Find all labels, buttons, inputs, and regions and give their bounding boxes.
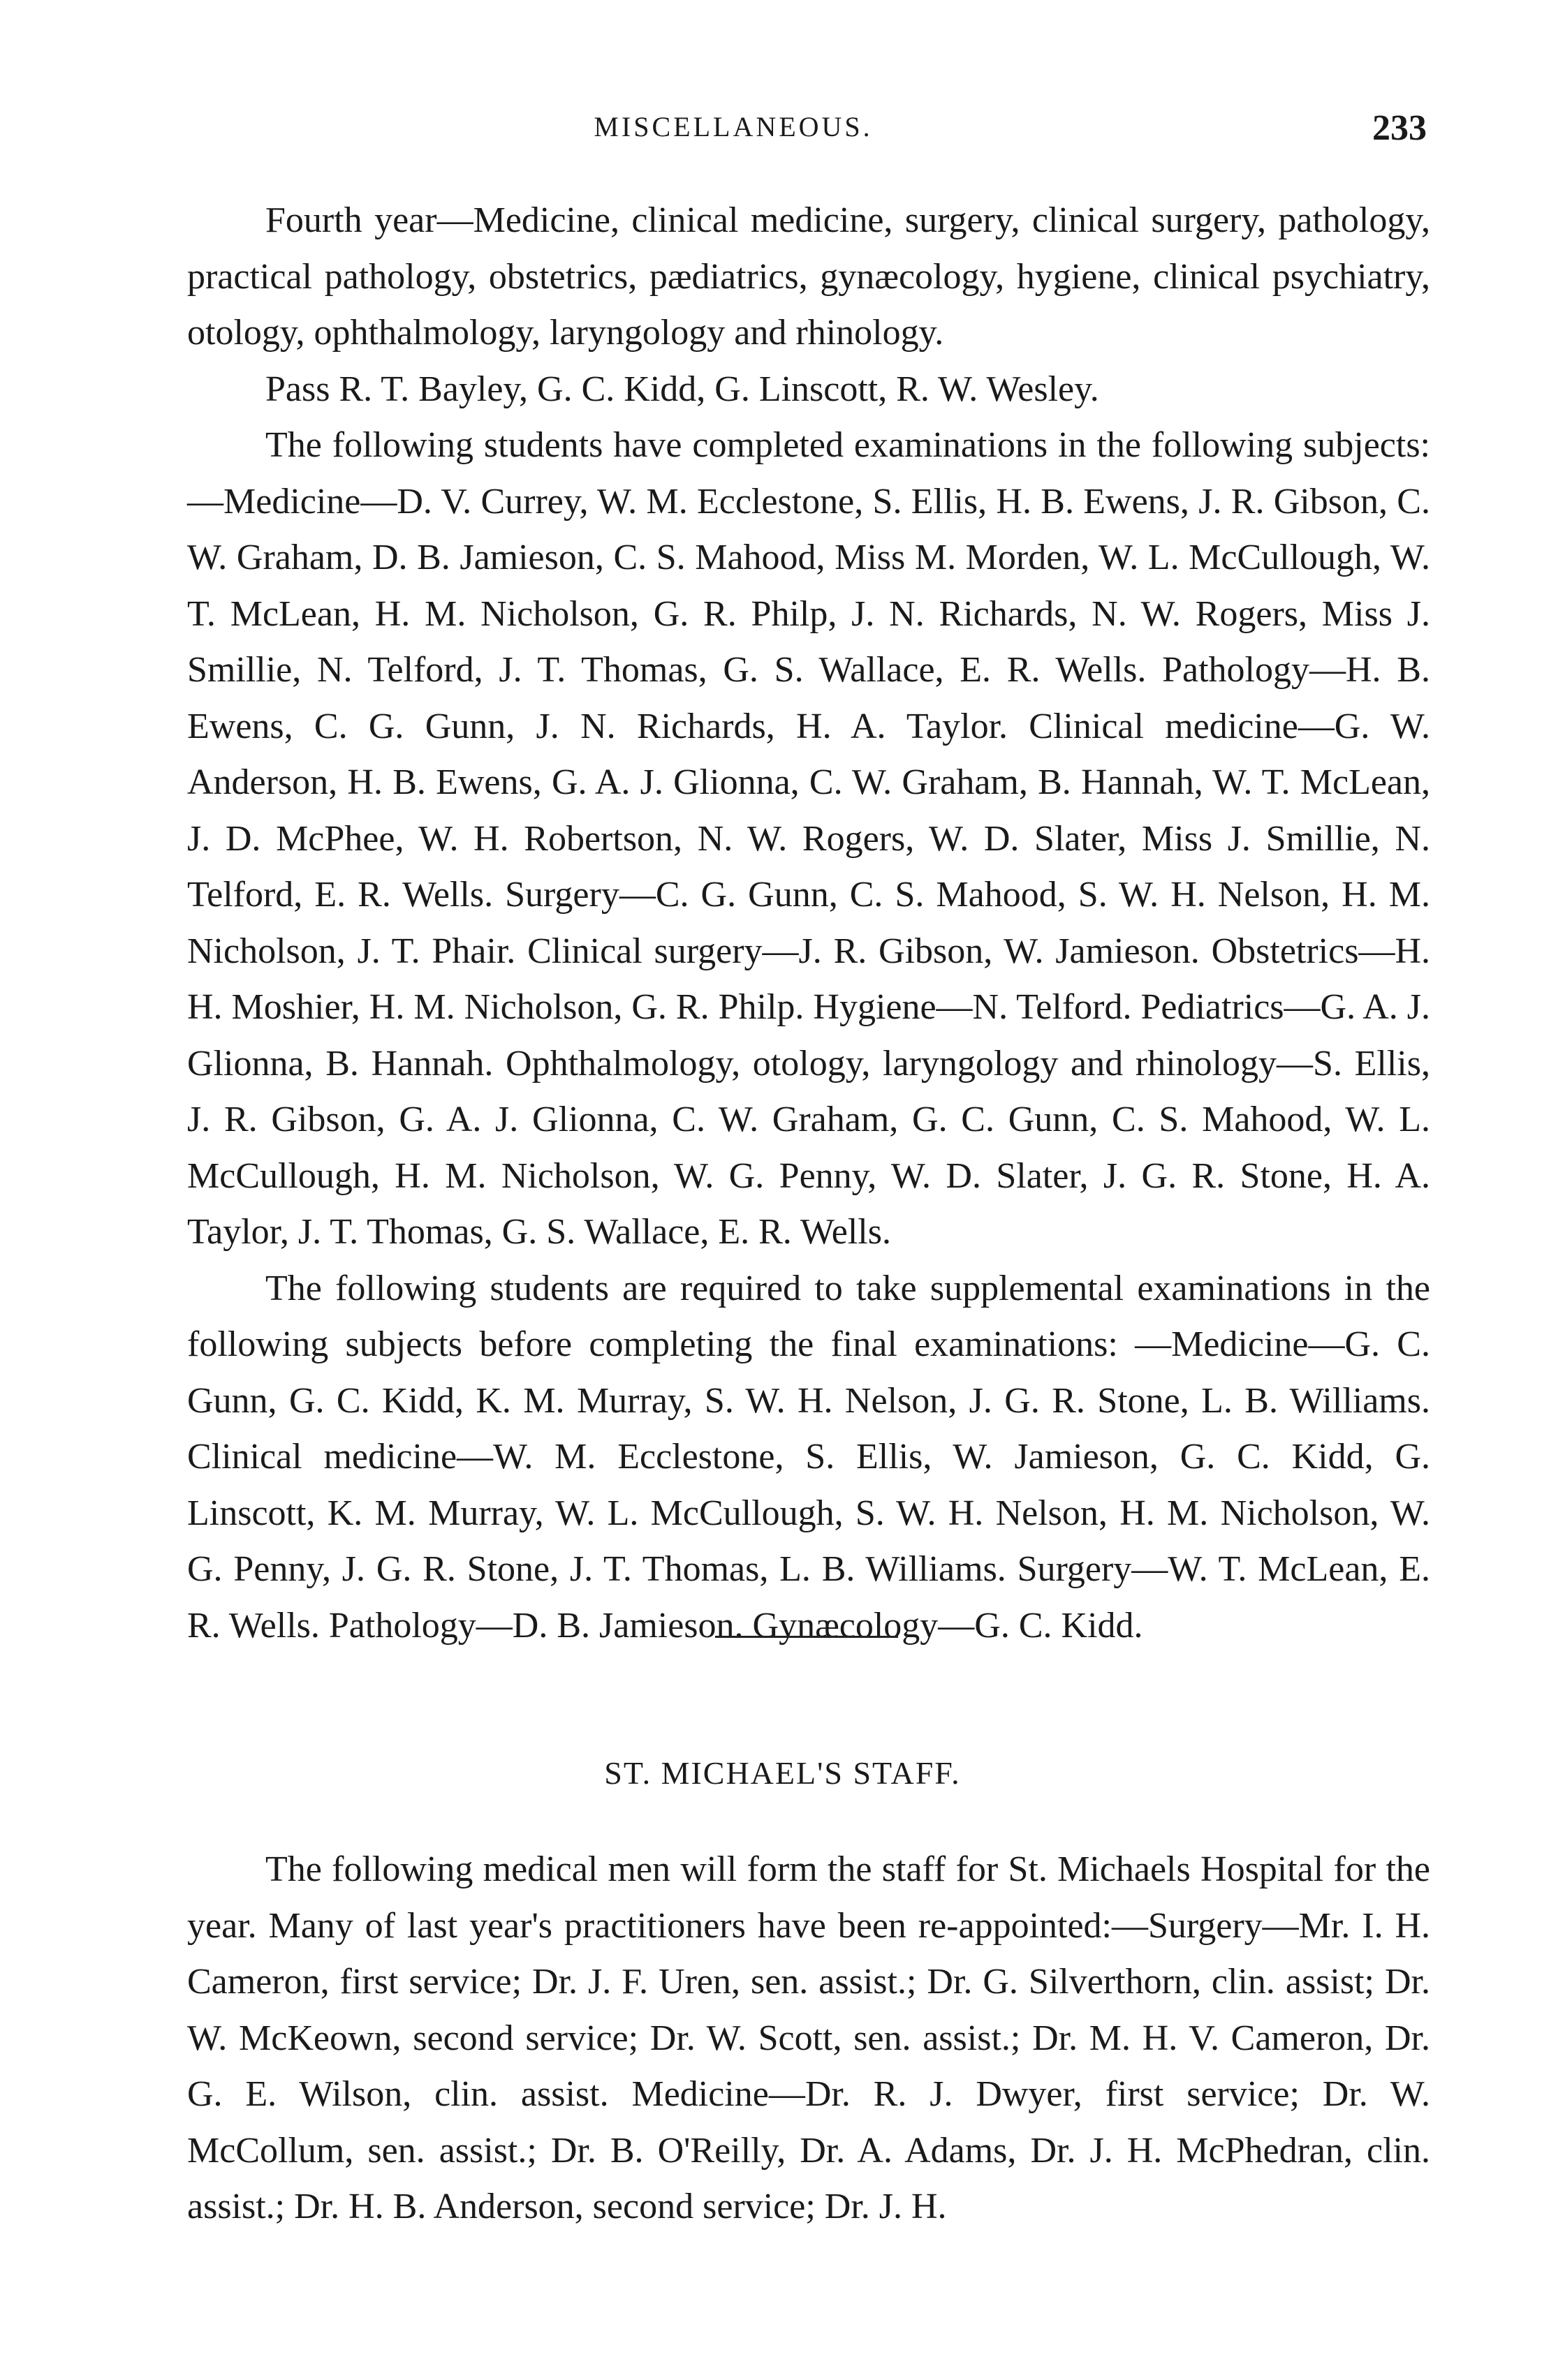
paragraph-staff-list: The following medical men will form the staff for St. Michaels Hospital for the year. Many of last year's practitioners have been re-appointed:—Surgery—Mr. I. H. Cameron, first service; Dr. J. F. Uren, sen. assist.; Dr. G. Silverthorn, clin. assist; Dr. W. McKeown, second service; Dr. W. Scott, sen. assist.; Dr. M. H. V. Cameron, Dr. G. E. Wilson, clin. assist. Medicine—Dr. R. J. Dwyer, first service; Dr. W. McCollum, sen. assist.; Dr. B. O'Reilly, Dr. A. Adams, Dr. J. H. McPhedran, clin. assist.; Dr. H. B. Anderson, second service; Dr. J. H. — [187, 1849, 1430, 2226]
running-title: MISCELLANEOUS. — [594, 111, 873, 142]
section-divider-rule — [715, 1636, 898, 1638]
paragraph-supplemental-examinations: The following students are required to take supplemental examinations in the following subjects before completing the final examinations: —Medicine—G. C. Gunn, G. C. Kidd, K. M. Murray, S. W. H. Nelson, J. G. R. Stone, L. B. Williams. Clinical medicine—W. M. Ecclestone, S. Ellis, W. Jamieson, G. C. Kidd, G. Linscott, K. M. Murray, W. L. McCullough, S. W. H. Nelson, H. M. Nicholson, W. G. Penny, J. G. R. Stone, J. T. Thomas, L. B. Williams. Surgery—W. T. McLean, E. R. Wells. Pathology—D. B. Jamieson. Gynæcology—G. C. Kidd. — [187, 1268, 1430, 1646]
paragraph-fourth-year-subjects: Fourth year—Medicine, clinical medicine, surgery, clinical surgery, pathology, practical pathology, obstetrics, pædiatrics, gynæcology, hygiene, clinical psychiatry, otology, ophthalmology, laryngology and rhinology. — [187, 200, 1430, 353]
paragraph-pass-list: Pass R. T. Bayley, G. C. Kidd, G. Linscott, R. W. Wesley. — [265, 369, 1099, 409]
staff-text — [187, 1842, 1430, 2235]
page-number: 233 — [1372, 108, 1427, 148]
running-head — [0, 110, 1565, 152]
examination-results-text — [187, 193, 1430, 1654]
paragraph-completed-examinations: The following students have completed examinations in the following subjects:—Medicine—D. V. Currey, W. M. Ecclestone, S. Ellis, H. B. Ewens, J. R. Gibson, C. W. Graham, D. B. Jamieson, C. S. Mahood, Miss M. Morden, W. L. McCullough, W. T. McLean, H. M. Nicholson, G. R. Philp, J. N. Richards, N. W. Rogers, Miss J. Smillie, N. Telford, J. T. Thomas, G. S. Wallace, E. R. Wells. Pathology—H. B. Ewens, C. G. Gunn, J. N. Richards, H. A. Taylor. Clinical medicine—G. W. Anderson, H. B. Ewens, G. A. J. Glionna, C. W. Graham, B. Hannah, W. T. McLean, J. D. McPhee, W. H. Robertson, N. W. Rogers, W. D. Slater, Miss J. Smillie, N. Telford, E. R. Wells. Surgery—C. G. Gunn, C. S. Mahood, S. W. H. Nelson, H. M. Nicholson, J. T. Phair. Clinical surgery—J. R. Gibson, W. Jamieson. Obstetrics—H. H. Moshier, H. M. Nicholson, G. R. Philp. Hygiene—N. Telford. Pediatrics—G. A. J. Glionna, B. Hannah. Ophthalmology, otology, laryngology and rhinology—S. Ellis, J. R. Gibson, G. A. J. Glionna, C. W. Graham, G. C. Gunn, C. S. Mahood, W. L. McCullough, H. M. Nicholson, W. G. Penny, W. D. Slater, J. G. R. Stone, H. A. Taylor, J. T. Thomas, G. S. Wallace, E. R. Wells. — [187, 425, 1430, 1252]
section-heading: ST. MICHAEL'S STAFF. — [604, 1755, 961, 1791]
